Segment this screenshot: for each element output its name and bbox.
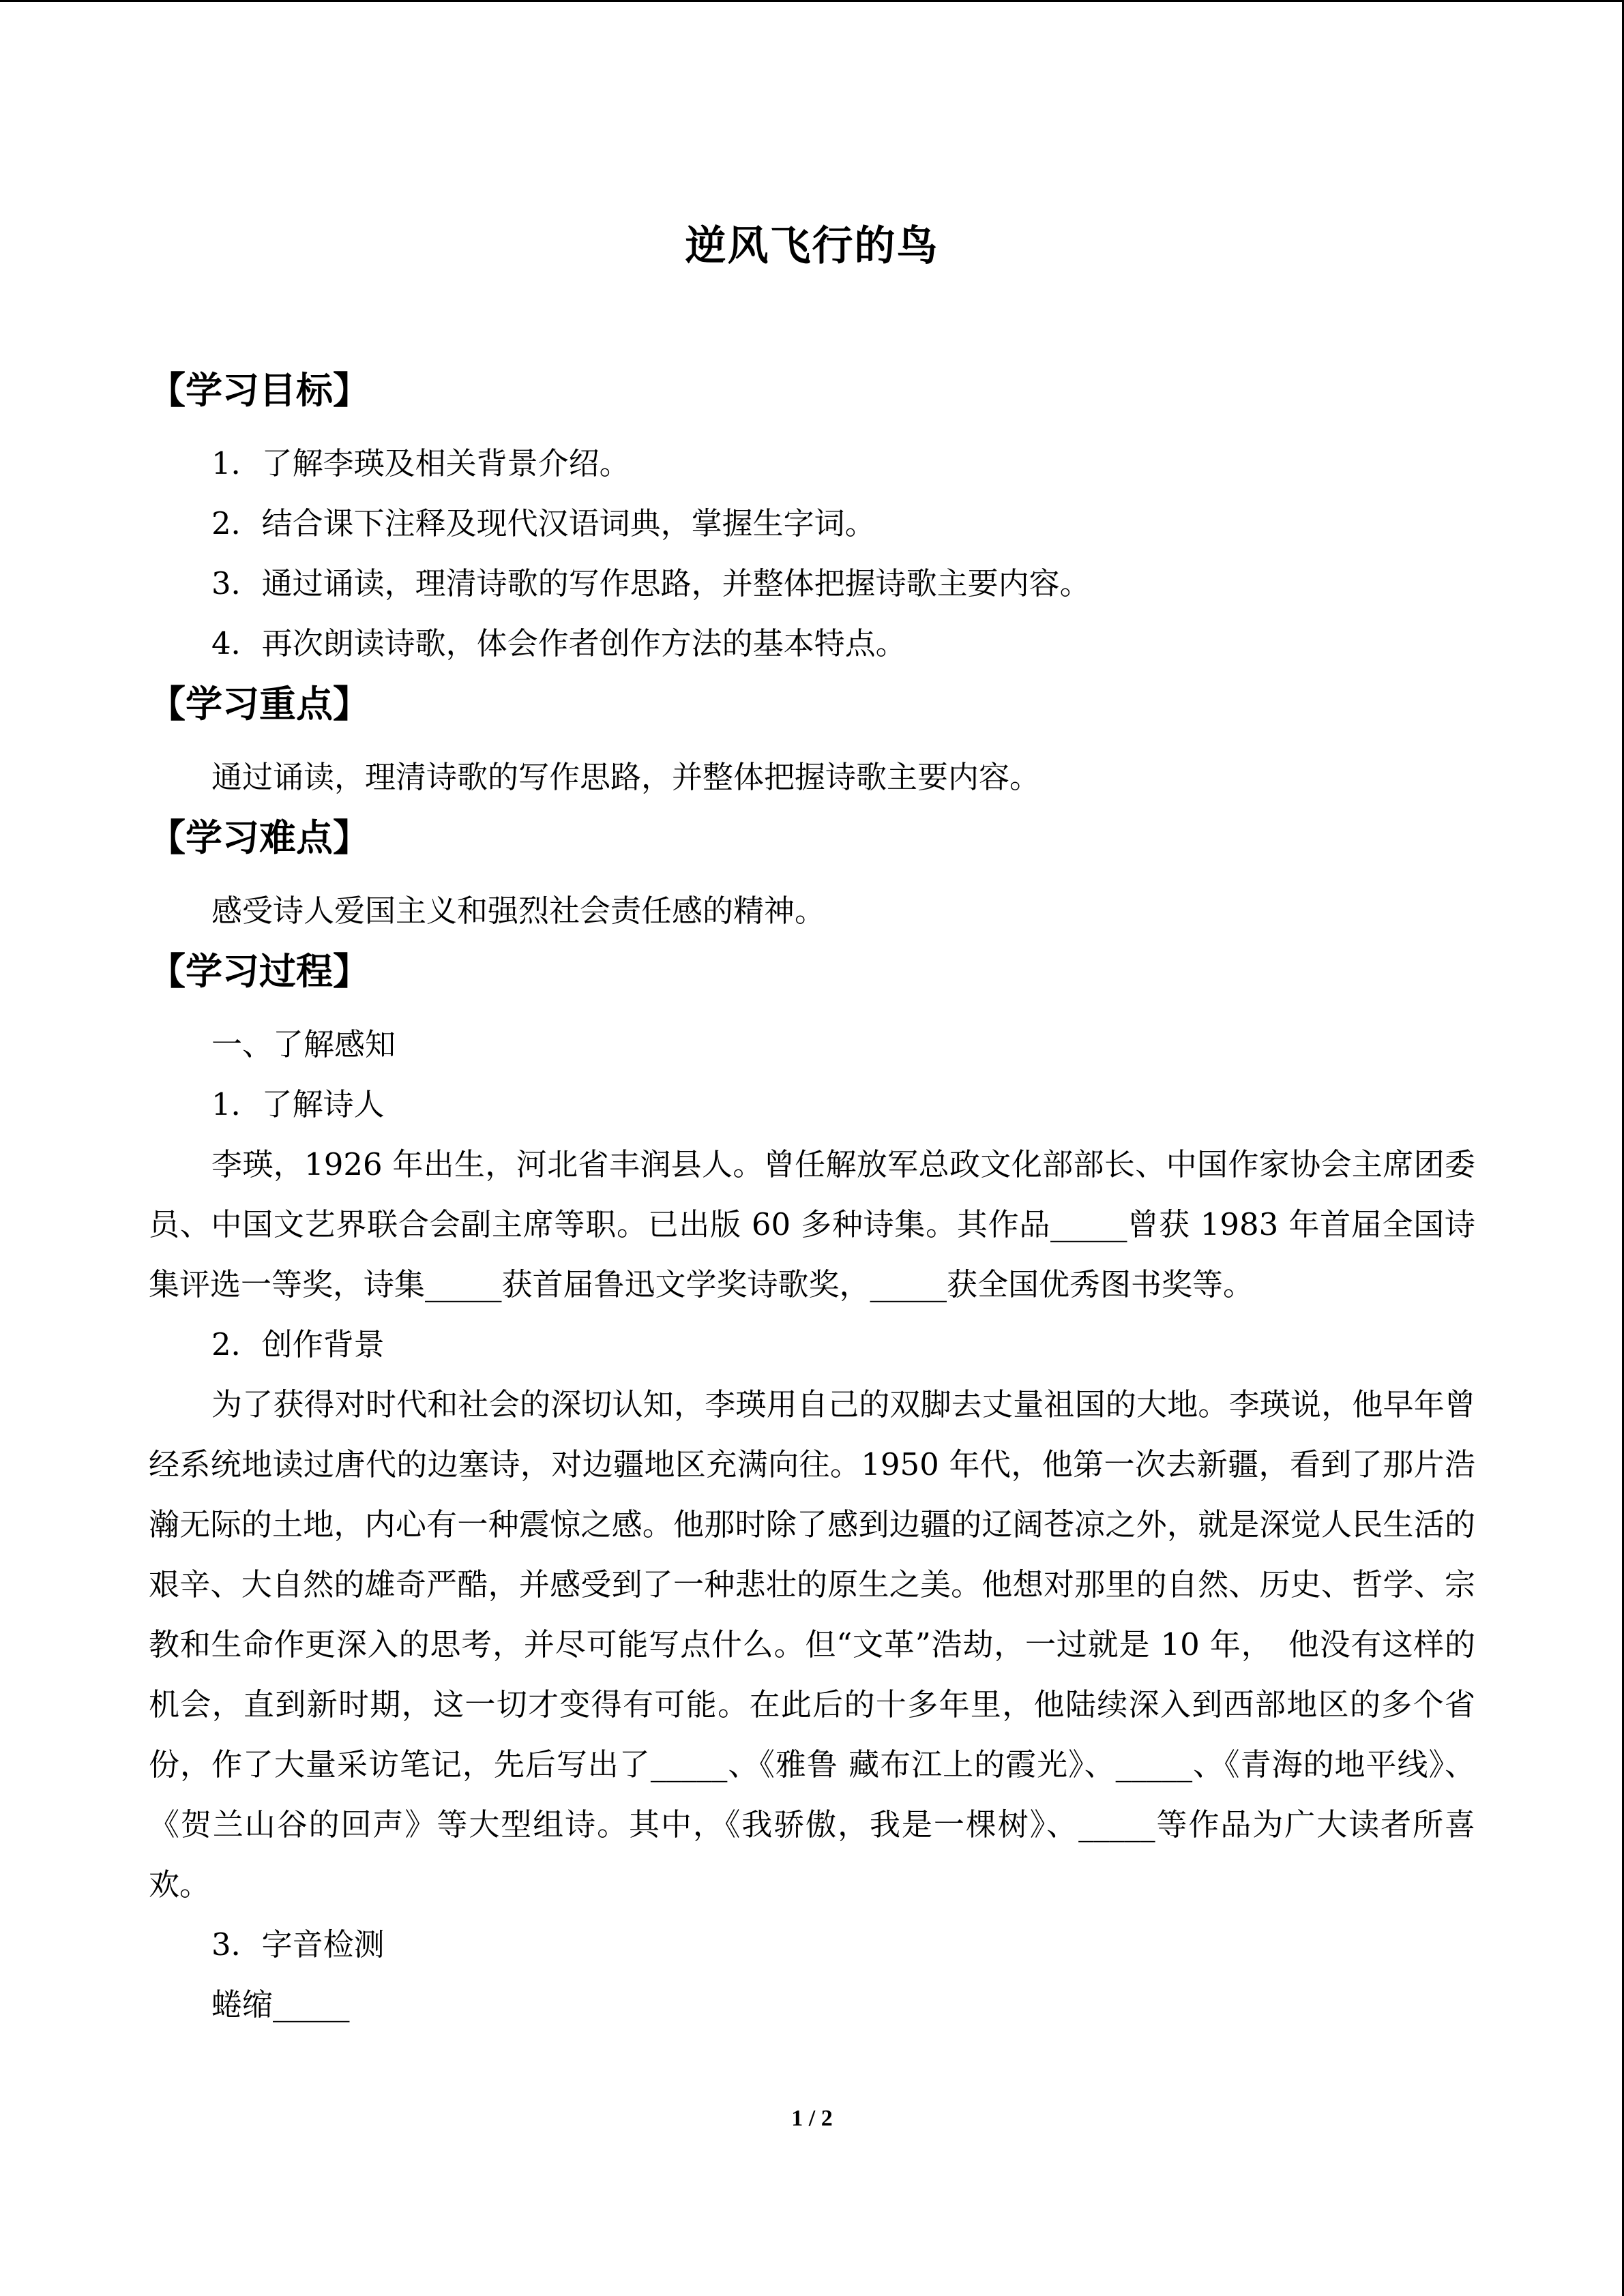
objectives-heading: 【学习目标】: [149, 369, 370, 412]
objective-item: 3．通过诵读，理清诗歌的写作思路，并整体把握诗歌主要内容。: [211, 565, 1091, 601]
sub2-title: 2．创作背景: [211, 1326, 385, 1362]
sub2-text: 为了获得对时代和社会的深切认知，李瑛用自己的双脚去丈量祖国的大地。李瑛说，他早年曾经系统地读过唐代的边塞诗，对边疆地区充满向往。1950 年代，他第一次去新疆，看到了那片浩瀚无际的土地，内心有一种震惊之感。他那时除了感到边疆的辽阔苍凉之外，就是深觉人民生活的艰辛、大自然的雄奇严酷，并感受到了一种悲壮的原生之美。他想对那里的自然、历史、哲学、宗教和生命作更深入的思考，并尽可能写点什么。但“文革”浩劫，一过就是 10 年， 他没有这样的机会，直到新时期，这一切才变得有可能。在此后的十多年里，他陆续深入到西部地区的多个省份，作了大量采访笔记，先后写出了_____、《雅鲁 藏布江上的霞光》、_____、《青海的地平线》、《贺兰山谷的回声》等大型组诗。其中，《我骄傲，我是一棵树》、_____等作品为广大读者所喜欢。: [149, 1386, 1475, 1903]
difficulties-text: 感受诗人爱国主义和强烈社会责任感的精神。: [211, 893, 826, 929]
objective-item: 4．再次朗读诗歌，体会作者创作方法的基本特点。: [211, 625, 906, 661]
part1-title: 一、了解感知: [211, 1026, 396, 1062]
sub3-item: 蜷缩_____: [211, 1986, 350, 2023]
difficulties-heading: 【学习难点】: [149, 816, 370, 859]
process-heading: 【学习过程】: [149, 950, 370, 993]
objective-item: 2．结合课下注释及现代汉语词典，掌握生字词。: [211, 505, 876, 541]
sub3-title: 3．字音检测: [211, 1926, 385, 1963]
sub1-title: 1．了解诗人: [211, 1086, 385, 1122]
key-points-text: 通过诵读，理清诗歌的写作思路，并整体把握诗歌主要内容。: [211, 759, 1041, 795]
objective-item: 1．了解李瑛及相关背景介绍。: [211, 445, 630, 481]
page-title: 逆风飞行的鸟: [685, 222, 939, 270]
page-number: 1 / 2: [791, 2106, 833, 2131]
document-body: [149, 360, 1475, 2035]
sub1-text: 李瑛，1926 年出生，河北省丰润县人。曾任解放军总政文化部部长、中国作家协会主席团委员、中国文艺界联合会副主席等职。已出版 60 多种诗集。其作品_____曾获 1983 年首届全国诗集评选一等奖，诗集_____获首届鲁迅文学奖诗歌奖，_____获全国优秀图书奖等。: [149, 1146, 1475, 1302]
key-points-heading: 【学习重点】: [149, 683, 370, 726]
